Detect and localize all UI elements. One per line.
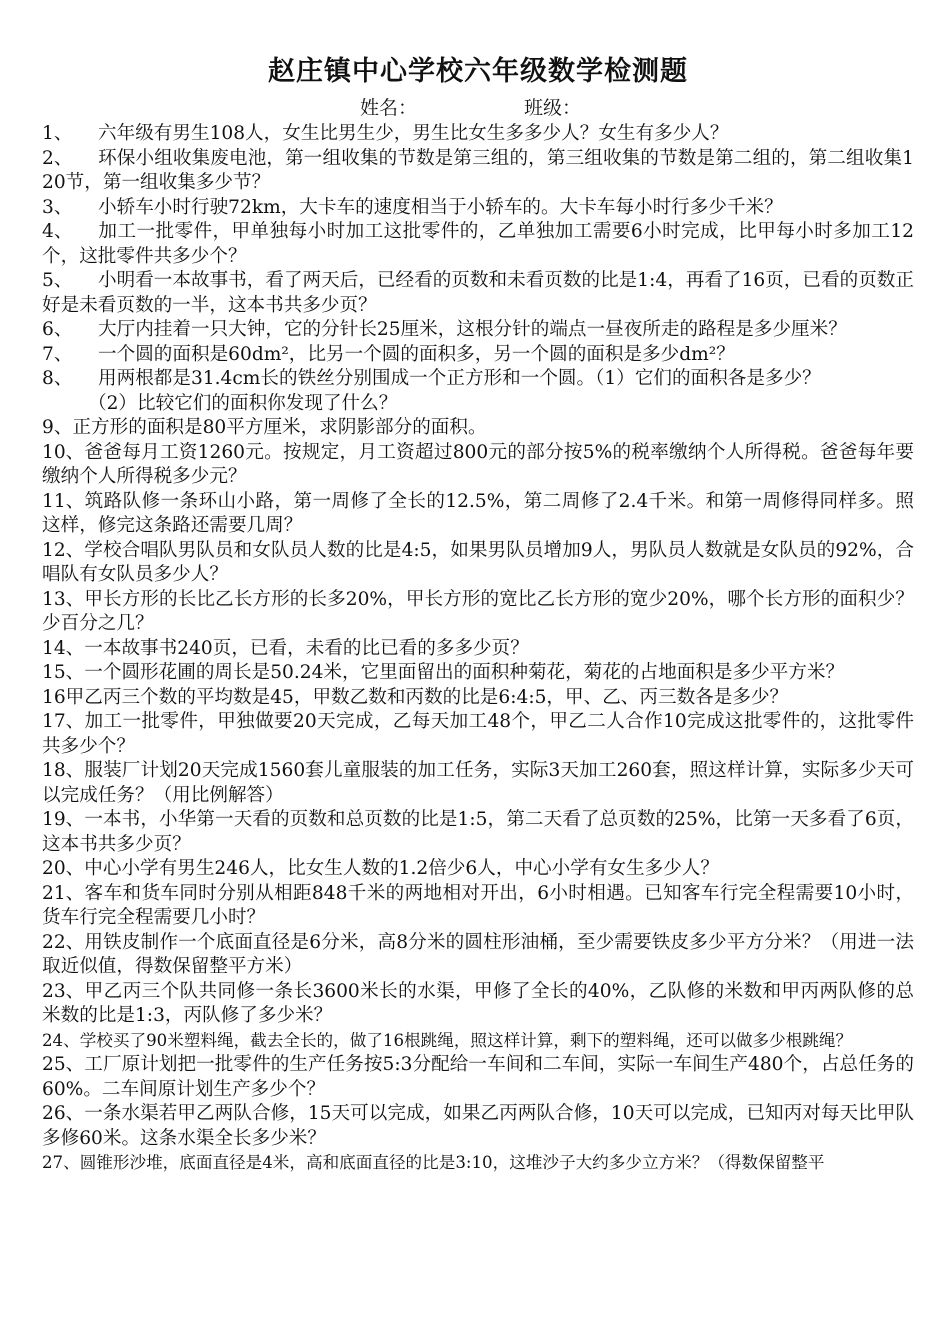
question-number: 20、 bbox=[42, 858, 85, 879]
question-6 bbox=[42, 318, 914, 343]
question-number: 6、 bbox=[42, 319, 73, 340]
question-number: 19、 bbox=[42, 809, 85, 830]
question-number: 12、 bbox=[42, 539, 85, 561]
question-text: 大厅内挂着一只大钟，它的分针长25厘米，这根分针的端点一昼夜所走的路程是多少厘米？ bbox=[98, 319, 847, 340]
question-number: 8、 bbox=[42, 368, 73, 389]
question-8 bbox=[42, 367, 914, 392]
question-1 bbox=[42, 122, 914, 147]
question-number: 17、 bbox=[42, 711, 85, 732]
question-text: 学校合唱队男队员和女队员人数的比是4:5，如果男队员增加9人，男队员人数就是女队员的92%，合唱队有女队员多少人？ bbox=[42, 539, 914, 585]
question-text: 一条水渠若甲乙两队合修，15天可以完成，如果乙丙两队合修，10天可以完成，已知丙对每天比甲队多修60米。这条水渠全长多少米？ bbox=[42, 1103, 914, 1149]
question-text: 中心小学有男生246人，比女生人数的1.2倍少6人，中心小学有女生多少人？ bbox=[84, 858, 719, 879]
class-label: 班级： bbox=[524, 97, 582, 119]
question-number: 23、 bbox=[42, 980, 85, 1002]
question-number: 22、 bbox=[42, 931, 85, 953]
question-27 bbox=[42, 1151, 914, 1176]
question-24 bbox=[42, 1029, 914, 1054]
question-9 bbox=[42, 416, 914, 441]
question-13 bbox=[42, 588, 914, 637]
question-number: 14、 bbox=[42, 637, 85, 659]
question-number: 10、 bbox=[42, 441, 85, 463]
question-text: 正方形的面积是80平方厘米，求阴影部分的面积。 bbox=[72, 417, 487, 438]
question-12 bbox=[42, 539, 914, 588]
question-number: 13、 bbox=[42, 588, 85, 610]
question-number: 21、 bbox=[42, 882, 85, 904]
question-number: 27、 bbox=[42, 1153, 80, 1172]
question-20 bbox=[42, 857, 914, 882]
question-number: 1、 bbox=[42, 123, 73, 144]
question-4 bbox=[42, 220, 914, 269]
question-text: 甲乙丙三个队共同修一条长3600米长的水渠，甲修了全长的40%，乙队修的米数和甲丙两队修的总米数的比是1:3，丙队修了多少米？ bbox=[42, 980, 914, 1026]
question-number: 26、 bbox=[42, 1103, 85, 1124]
question-list bbox=[42, 122, 914, 1176]
question-text: 用铁皮制作一个底面直径是6分米，高8分米的圆柱形油桶，至少需要铁皮多少平方分米？（用进一法取近似值，得数保留整平方米） bbox=[42, 931, 914, 977]
question-number: 24、 bbox=[42, 1030, 80, 1050]
question-number: 2、 bbox=[42, 147, 73, 169]
question-14 bbox=[42, 637, 914, 662]
question-text: 环保小组收集废电池，第一组收集的节数是第三组的，第三组收集的节数是第二组的，第二组收集120节，第一组收集多少节？ bbox=[42, 147, 914, 193]
question-26 bbox=[42, 1102, 914, 1151]
worksheet-page bbox=[42, 52, 914, 1176]
question-number: 5、 bbox=[42, 270, 73, 291]
question-10 bbox=[42, 441, 914, 490]
question-text: 爸爸每月工资1260元。按规定，月工资超过800元的部分按5%的税率缴纳个人所得税。爸爸每年要缴纳个人所得税多少元？ bbox=[42, 441, 914, 487]
question-number: 25、 bbox=[42, 1054, 85, 1075]
question-text: 一个圆的面积是60dm²，比另一个圆的面积多，另一个圆的面积是多少dm²？ bbox=[98, 343, 735, 365]
question-16 bbox=[42, 686, 914, 711]
question-7 bbox=[42, 343, 914, 368]
question-text: 服装厂计划20天完成1560套儿童服装的加工任务，实际3天加工260套，照这样计算，实际多少天可以完成任务？（用比例解答） bbox=[42, 760, 914, 806]
question-text: 学校买了90米塑料绳，截去全长的，做了16根跳绳，照这样计算，剩下的塑料绳，还可以做多少根跳绳？ bbox=[79, 1030, 853, 1050]
question-text: 客车和货车同时分别从相距848千米的两地相对开出，6小时相遇。已知客车行完全程需要10小时，货车行完全程需要几小时？ bbox=[42, 882, 914, 928]
question-number: 15、 bbox=[42, 662, 85, 683]
question-22 bbox=[42, 931, 914, 980]
question-15 bbox=[42, 661, 914, 686]
question-number: 7、 bbox=[42, 343, 73, 365]
question-text: 小轿车小时行驶72km，大卡车的速度相当于小轿车的。大卡车每小时行多少千米？ bbox=[98, 196, 783, 218]
question-number: 4、 bbox=[42, 221, 73, 242]
question-2 bbox=[42, 147, 914, 196]
question-text: 六年级有男生108人，女生比男生少，男生比女生多多少人？女生有多少人？ bbox=[98, 123, 729, 144]
question-21 bbox=[42, 882, 914, 931]
question-text: 一本书，小华第一天看的页数和总页数的比是1:5，第二天看了总页数的25%，比第一天多看了6页，这本书共多少页？ bbox=[42, 809, 914, 855]
question-8-part-2 bbox=[42, 392, 914, 417]
question-text: 用两根都是31.4cm长的铁丝分别围成一个正方形和一个圆。（1）它们的面积各是多少？ bbox=[98, 368, 821, 389]
student-info-row bbox=[42, 94, 914, 122]
question-text: 加工一批零件，甲独做要20天完成，乙每天加工48个，甲乙二人合作10完成这批零件的，这批零件共多少个？ bbox=[42, 711, 914, 757]
question-number: 11、 bbox=[42, 490, 85, 512]
question-number: 16 bbox=[42, 686, 66, 708]
question-text: 甲乙丙三个数的平均数是45，甲数乙数和丙数的比是6:4:5，甲、乙、丙三数各是多少？ bbox=[65, 686, 789, 708]
question-18 bbox=[42, 759, 914, 808]
question-text: 圆锥形沙堆，底面直径是4米，高和底面直径的比是3:10，这堆沙子大约多少立方米？（得数保留整平 bbox=[79, 1153, 825, 1172]
question-17 bbox=[42, 710, 914, 759]
question-5 bbox=[42, 269, 914, 318]
question-text: 加工一批零件，甲单独每小时加工这批零件的，乙单独加工需要6小时完成，比甲每小时多加工12个，这批零件共多少个？ bbox=[42, 221, 914, 267]
question-text: 一本故事书240页，已看，未看的比已看的多多少页？ bbox=[84, 637, 529, 659]
question-23 bbox=[42, 980, 914, 1029]
question-text: （2）比较它们的面积你发现了什么？ bbox=[88, 392, 398, 414]
question-25 bbox=[42, 1053, 914, 1102]
question-text: 工厂原计划把一批零件的生产任务按5:3分配给一车间和二车间，实际一车间生产480个，占总任务的60%。二车间原计划生产多少个？ bbox=[42, 1054, 914, 1100]
question-text: 一个圆形花圃的周长是50.24米，它里面留出的面积种菊花，菊花的占地面积是多少平方米？ bbox=[84, 662, 845, 683]
name-label: 姓名： bbox=[360, 97, 418, 119]
question-number: 3、 bbox=[42, 196, 73, 218]
page-title: 赵庄镇中心学校六年级数学检测题 bbox=[268, 56, 688, 87]
question-text: 筑路队修一条环山小路，第一周修了全长的12.5%，第二周修了2.4千米。和第一周修得同样多。照这样，修完这条路还需要几周？ bbox=[42, 490, 914, 536]
question-number: 9、 bbox=[42, 417, 73, 438]
question-text: 小明看一本故事书，看了两天后，已经看的页数和未看页数的比是1:4，再看了16页，已看的页数正好是未看页数的一半，这本书共多少页？ bbox=[42, 270, 914, 316]
question-text: 甲长方形的长比乙长方形的长多20%，甲长方形的宽比乙长方形的宽少20%，哪个长方形的面积少？少百分之几？ bbox=[42, 588, 914, 634]
question-3 bbox=[42, 196, 914, 221]
question-19 bbox=[42, 808, 914, 857]
question-number: 18、 bbox=[42, 760, 85, 781]
question-11 bbox=[42, 490, 914, 539]
